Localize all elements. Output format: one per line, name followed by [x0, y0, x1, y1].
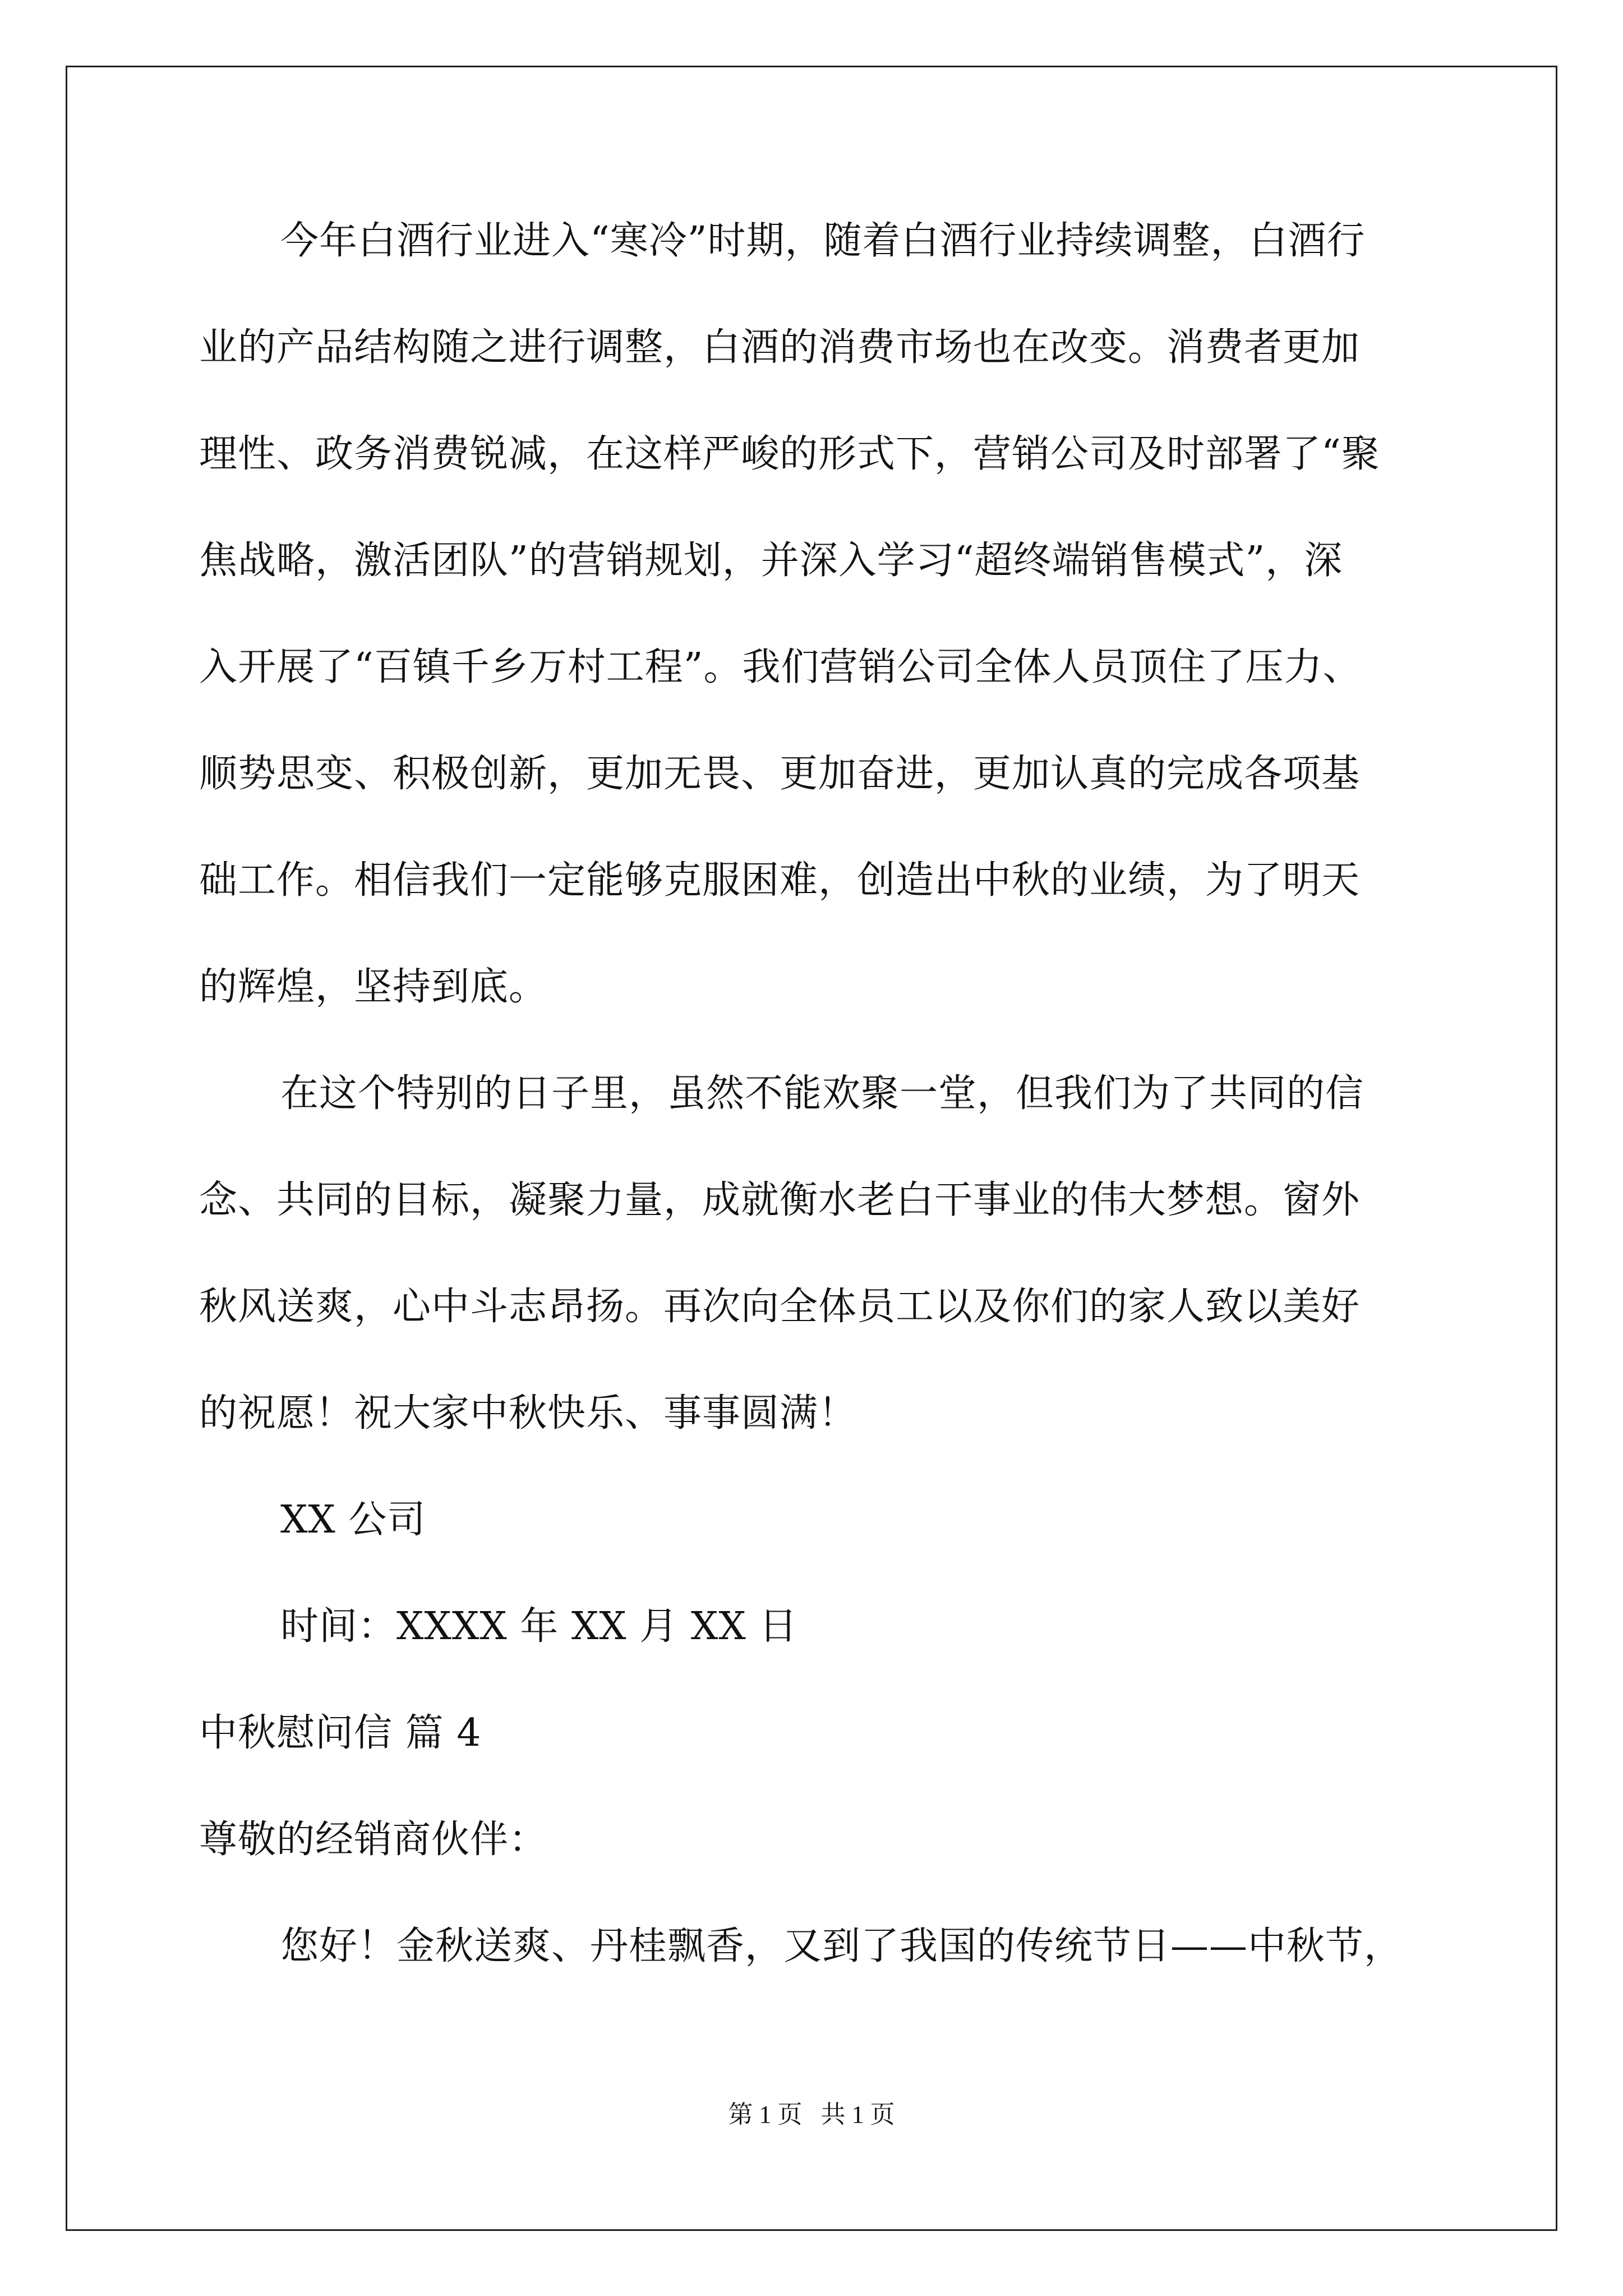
paragraph-line: 顺势思变、积极创新，更加无畏、更加奋进，更加认真的完成各项基 [199, 752, 1361, 796]
paragraph-line: 念、共同的目标，凝聚力量，成就衡水老白干事业的伟大梦想。窗外 [199, 1178, 1361, 1222]
salutation: 尊敬的经销商伙伴： [199, 1818, 548, 1862]
paragraph-line: 理性、政务消费锐减，在这样严峻的形式下，营销公司及时部署了“聚 [199, 432, 1380, 476]
paragraph-line: 础工作。相信我们一定能够克服困难，创造出中秋的业绩，为了明天 [199, 858, 1361, 903]
paragraph-line: 秋风送爽，心中斗志昂扬。再次向全体员工以及你们的家人致以美好 [199, 1285, 1361, 1329]
section-heading: 中秋慰问信 篇 4 [199, 1711, 482, 1755]
paragraph-line: 的祝愿！祝大家中秋快乐、事事圆满！ [199, 1391, 857, 1435]
paragraph-line: 今年白酒行业进入“寒冷”时期，随着白酒行业持续调整，白酒行 [280, 219, 1366, 263]
signature-company: XX 公司 [280, 1498, 426, 1542]
paragraph-line: 入开展了“百镇千乡万村工程”。我们营销公司全体人员顶住了压力、 [199, 645, 1362, 689]
paragraph-line: 在这个特别的日子里，虽然不能欢聚一堂，但我们为了共同的信 [280, 1071, 1364, 1116]
paragraph-line: 焦战略，激活团队”的营销规划，并深入学习“超终端销售模式”，深 [199, 539, 1343, 583]
signature-date: 时间：XXXX 年 XX 月 XX 日 [280, 1604, 798, 1649]
page-border [66, 66, 1557, 2231]
paragraph-line: 业的产品结构随之进行调整，白酒的消费市场也在改变。消费者更加 [199, 325, 1361, 370]
paragraph-line: 您好！金秋送爽、丹桂飘香，又到了我国的传统节日——中秋节， [280, 1924, 1403, 1968]
page-footer: 第 1 页 共 1 页 [728, 2101, 895, 2128]
paragraph-line: 的辉煌，坚持到底。 [199, 965, 548, 1009]
